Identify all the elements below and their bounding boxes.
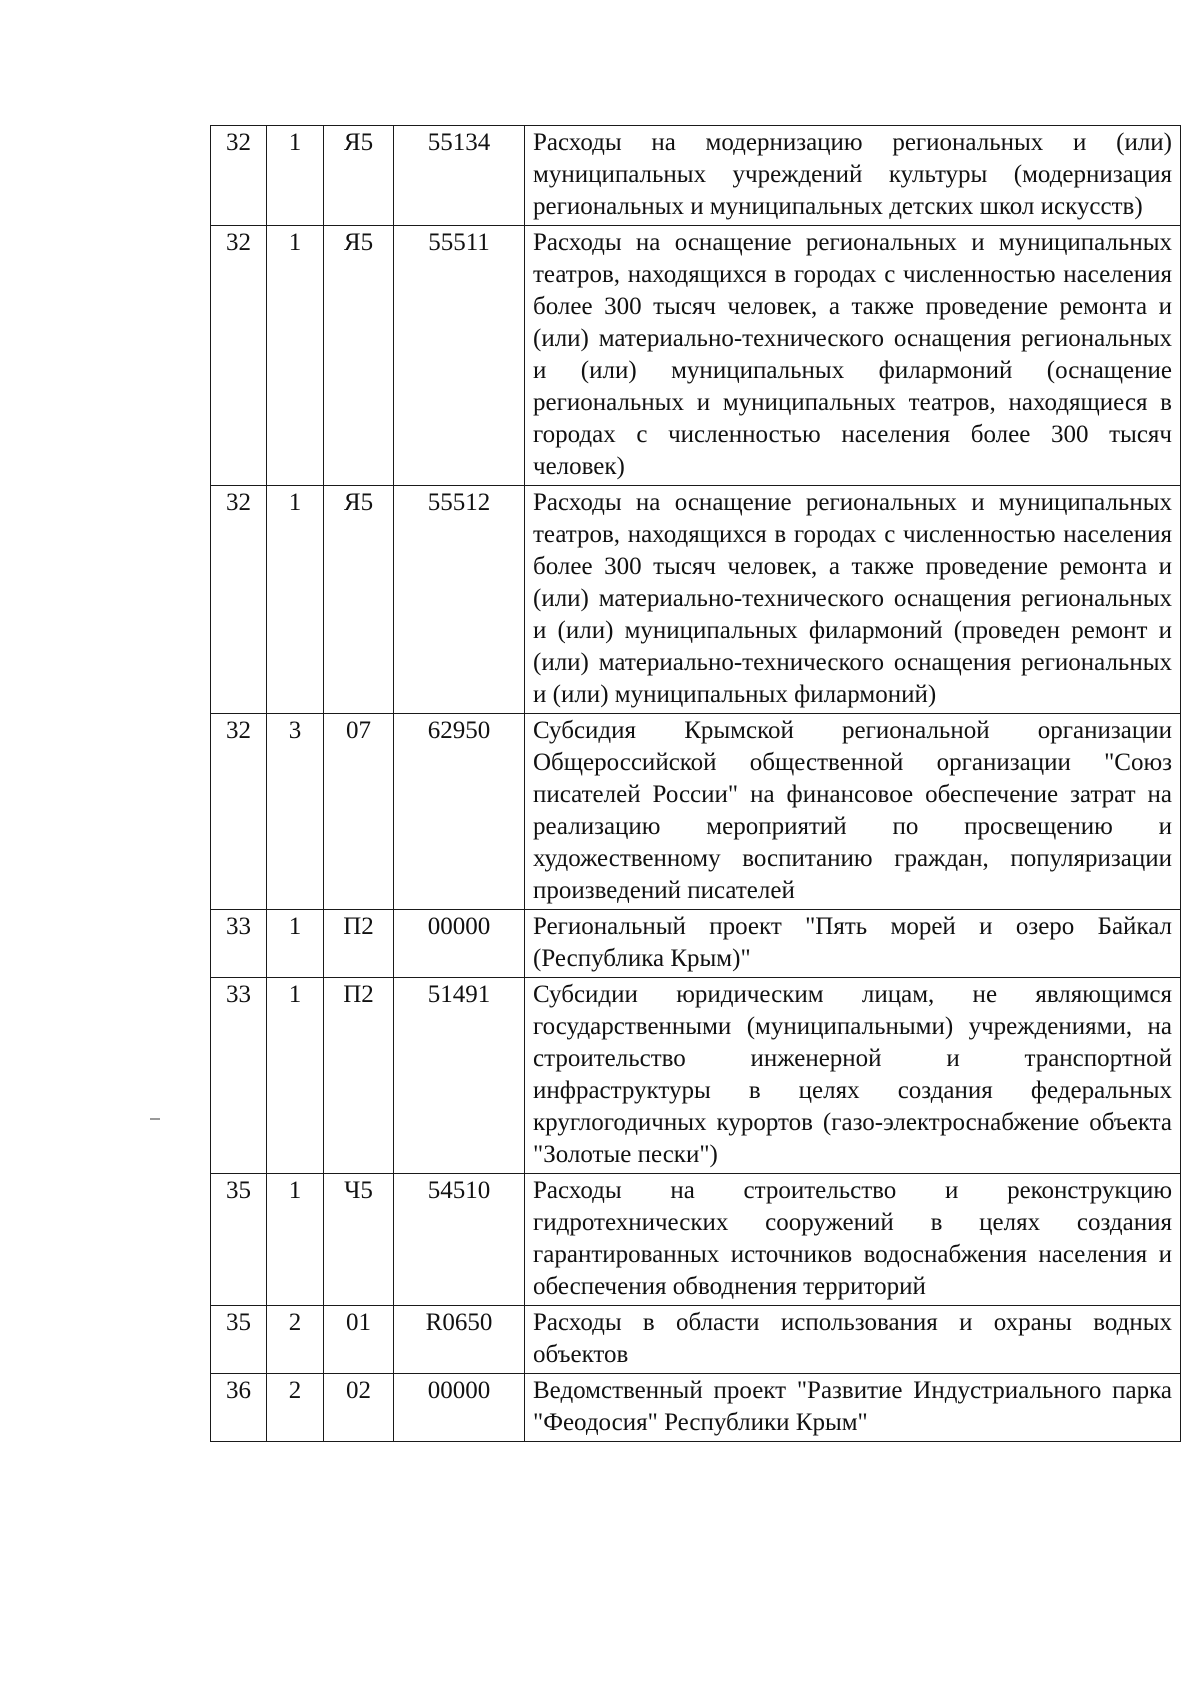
description-cell: Ведомственный проект "Развитие Индустриального парка "Феодосия" Республики Крым" [525,1374,1181,1442]
code-cell-3: 01 [324,1306,394,1374]
code-cell-2: 2 [267,1306,324,1374]
code-cell-1: 33 [211,910,267,978]
description-cell: Региональный проект "Пять морей и озеро Байкал (Республика Крым)" [525,910,1181,978]
description-cell: Субсидия Крымской региональной организации Общероссийской общественной организации "Союз писателей России" на финансовое обеспечение затрат на реализацию мероприятий по просвещению и художественному воспитанию граждан, популяризации произведений писателей [525,714,1181,910]
code-cell-1: 36 [211,1374,267,1442]
code-cell-3: Я5 [324,486,394,714]
code-cell-1: 32 [211,714,267,910]
code-cell-4: 62950 [394,714,525,910]
budget-code-table [210,125,1181,1442]
description-cell: Расходы на строительство и реконструкцию гидротехнических сооружений в целях создания гарантированных источников водоснабжения населения и обеспечения обводнения территорий [525,1174,1181,1306]
description-cell: Расходы на оснащение региональных и муниципальных театров, находящихся в городах с численностью населения более 300 тысяч человек, а также проведение ремонта и (или) материально-технического оснащения региональных и (или) муниципальных филармоний (оснащение региональных и муниципальных театров, находящиеся в городах с численностью населения более 300 тысяч человек) [525,226,1181,486]
description-cell: Субсидии юридическим лицам, не являющимся государственными (муниципальными) учреждениями, на строительство инженерной и транспортной инфраструктуры в целях создания федеральных круглогодичных курортов (газо-электроснабжение объекта "Золотые пески") [525,978,1181,1174]
table-row [211,978,1181,1174]
code-cell-2: 1 [267,486,324,714]
code-cell-3: 02 [324,1374,394,1442]
table-row [211,226,1181,486]
table-row [211,486,1181,714]
code-cell-4: 55512 [394,486,525,714]
code-cell-1: 33 [211,978,267,1174]
code-cell-3: Я5 [324,226,394,486]
table-row [211,714,1181,910]
code-cell-4: R0650 [394,1306,525,1374]
description-cell: Расходы в области использования и охраны водных объектов [525,1306,1181,1374]
code-cell-3: Я5 [324,126,394,226]
code-cell-4: 54510 [394,1174,525,1306]
scan-mark [150,1118,160,1120]
code-cell-3: 07 [324,714,394,910]
code-cell-1: 35 [211,1306,267,1374]
code-cell-3: Ч5 [324,1174,394,1306]
code-cell-2: 1 [267,910,324,978]
code-cell-1: 32 [211,226,267,486]
code-cell-2: 1 [267,126,324,226]
table-row [211,1174,1181,1306]
code-cell-1: 35 [211,1174,267,1306]
code-cell-3: П2 [324,910,394,978]
table-row [211,1306,1181,1374]
code-cell-2: 1 [267,226,324,486]
table-row [211,910,1181,978]
code-cell-2: 1 [267,1174,324,1306]
description-cell: Расходы на модернизацию региональных и (или) муниципальных учреждений культуры (модернизация региональных и муниципальных детских школ искусств) [525,126,1181,226]
code-cell-4: 51491 [394,978,525,1174]
code-cell-4: 55134 [394,126,525,226]
code-cell-1: 32 [211,486,267,714]
description-cell: Расходы на оснащение региональных и муниципальных театров, находящихся в городах с численностью населения более 300 тысяч человек, а также проведение ремонта и (или) материально-технического оснащения региональных и (или) муниципальных филармоний (проведен ремонт и (или) материально-технического оснащения региональных и (или) муниципальных филармоний) [525,486,1181,714]
code-cell-2: 2 [267,1374,324,1442]
code-cell-3: П2 [324,978,394,1174]
code-cell-2: 1 [267,978,324,1174]
code-cell-2: 3 [267,714,324,910]
code-cell-4: 00000 [394,1374,525,1442]
code-cell-4: 00000 [394,910,525,978]
table-row [211,126,1181,226]
table-row [211,1374,1181,1442]
code-cell-4: 55511 [394,226,525,486]
code-cell-1: 32 [211,126,267,226]
